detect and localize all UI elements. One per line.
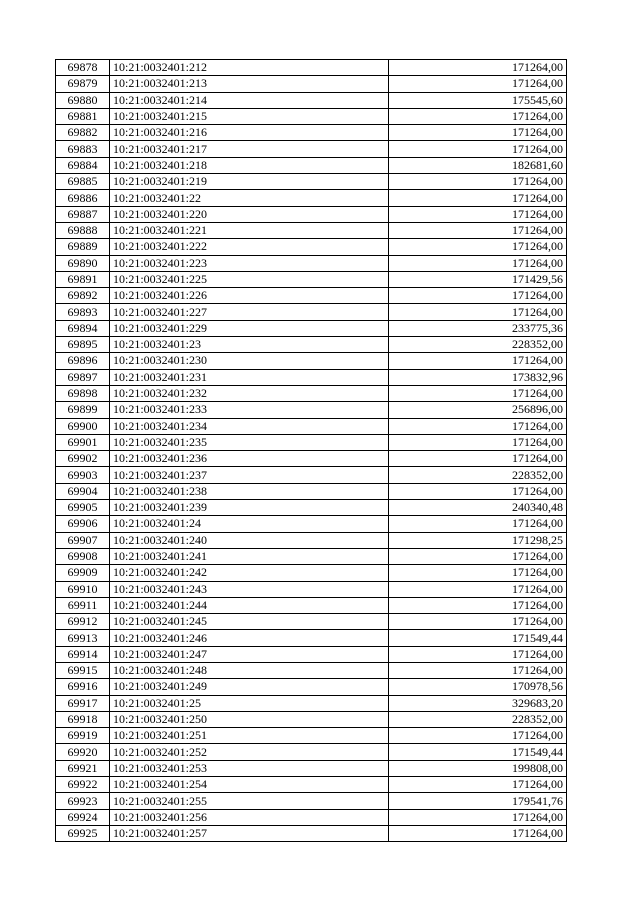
table-row <box>56 141 567 157</box>
value-cell: 171264,00 <box>389 581 567 597</box>
cadastral-number-cell: 10:21:0032401:225 <box>110 271 389 287</box>
row-number-cell: 69902 <box>56 451 110 467</box>
value-cell: 171264,00 <box>389 483 567 499</box>
row-number-cell: 69881 <box>56 108 110 124</box>
table-row <box>56 565 567 581</box>
row-number-cell: 69908 <box>56 548 110 564</box>
table-row <box>56 630 567 646</box>
value-cell: 329683,20 <box>389 695 567 711</box>
value-cell: 256896,00 <box>389 402 567 418</box>
cadastral-number-cell: 10:21:0032401:219 <box>110 174 389 190</box>
table-row <box>56 434 567 450</box>
cadastral-number-cell: 10:21:0032401:241 <box>110 548 389 564</box>
cadastral-number-cell: 10:21:0032401:230 <box>110 353 389 369</box>
value-cell: 171264,00 <box>389 451 567 467</box>
table-row <box>56 385 567 401</box>
cadastral-number-cell: 10:21:0032401:222 <box>110 239 389 255</box>
row-number-cell: 69904 <box>56 483 110 499</box>
cadastral-number-cell: 10:21:0032401:248 <box>110 662 389 678</box>
row-number-cell: 69903 <box>56 467 110 483</box>
cadastral-number-cell: 10:21:0032401:257 <box>110 825 389 841</box>
value-cell: 228352,00 <box>389 711 567 727</box>
cadastral-number-cell: 10:21:0032401:254 <box>110 777 389 793</box>
row-number-cell: 69915 <box>56 662 110 678</box>
cadastral-number-cell: 10:21:0032401:242 <box>110 565 389 581</box>
cadastral-number-cell: 10:21:0032401:214 <box>110 92 389 108</box>
cadastral-number-cell: 10:21:0032401:238 <box>110 483 389 499</box>
row-number-cell: 69925 <box>56 825 110 841</box>
table-row <box>56 646 567 662</box>
value-cell: 171264,00 <box>389 288 567 304</box>
cadastral-number-cell: 10:21:0032401:223 <box>110 255 389 271</box>
value-cell: 228352,00 <box>389 337 567 353</box>
table-row <box>56 60 567 76</box>
table-row <box>56 337 567 353</box>
value-cell: 171264,00 <box>389 434 567 450</box>
row-number-cell: 69885 <box>56 174 110 190</box>
value-cell: 171264,00 <box>389 516 567 532</box>
value-cell: 171264,00 <box>389 190 567 206</box>
cadastral-number-cell: 10:21:0032401:245 <box>110 614 389 630</box>
value-cell: 171298,25 <box>389 532 567 548</box>
value-cell: 240340,48 <box>389 500 567 516</box>
table-row <box>56 353 567 369</box>
table-row <box>56 614 567 630</box>
row-number-cell: 69883 <box>56 141 110 157</box>
value-cell: 171264,00 <box>389 206 567 222</box>
row-number-cell: 69896 <box>56 353 110 369</box>
row-number-cell: 69886 <box>56 190 110 206</box>
value-cell: 171264,00 <box>389 222 567 238</box>
table-row <box>56 662 567 678</box>
table-row <box>56 108 567 124</box>
cadastral-number-cell: 10:21:0032401:218 <box>110 157 389 173</box>
row-number-cell: 69884 <box>56 157 110 173</box>
row-number-cell: 69913 <box>56 630 110 646</box>
row-number-cell: 69920 <box>56 744 110 760</box>
cadastral-number-cell: 10:21:0032401:25 <box>110 695 389 711</box>
cadastral-number-cell: 10:21:0032401:250 <box>110 711 389 727</box>
value-cell: 171264,00 <box>389 385 567 401</box>
value-cell: 171264,00 <box>389 662 567 678</box>
value-cell: 179541,76 <box>389 793 567 809</box>
cadastral-number-cell: 10:21:0032401:231 <box>110 369 389 385</box>
row-number-cell: 69892 <box>56 288 110 304</box>
cadastral-number-cell: 10:21:0032401:240 <box>110 532 389 548</box>
table-row <box>56 239 567 255</box>
row-number-cell: 69887 <box>56 206 110 222</box>
cadastral-number-cell: 10:21:0032401:244 <box>110 597 389 613</box>
cadastral-number-cell: 10:21:0032401:22 <box>110 190 389 206</box>
cadastral-number-cell: 10:21:0032401:220 <box>110 206 389 222</box>
table-row <box>56 744 567 760</box>
row-number-cell: 69899 <box>56 402 110 418</box>
row-number-cell: 69906 <box>56 516 110 532</box>
cadastral-number-cell: 10:21:0032401:246 <box>110 630 389 646</box>
value-cell: 173832,96 <box>389 369 567 385</box>
value-cell: 171264,00 <box>389 728 567 744</box>
row-number-cell: 69882 <box>56 125 110 141</box>
table-row <box>56 255 567 271</box>
cadastral-number-cell: 10:21:0032401:239 <box>110 500 389 516</box>
value-cell: 171264,00 <box>389 597 567 613</box>
cadastral-number-cell: 10:21:0032401:255 <box>110 793 389 809</box>
table-row <box>56 76 567 92</box>
row-number-cell: 69878 <box>56 60 110 76</box>
table-row <box>56 174 567 190</box>
table-row <box>56 516 567 532</box>
row-number-cell: 69888 <box>56 222 110 238</box>
row-number-cell: 69895 <box>56 337 110 353</box>
table-row <box>56 695 567 711</box>
row-number-cell: 69911 <box>56 597 110 613</box>
row-number-cell: 69916 <box>56 679 110 695</box>
table-row <box>56 125 567 141</box>
value-cell: 171264,00 <box>389 614 567 630</box>
row-number-cell: 69894 <box>56 320 110 336</box>
cadastral-number-cell: 10:21:0032401:233 <box>110 402 389 418</box>
table-row <box>56 793 567 809</box>
row-number-cell: 69880 <box>56 92 110 108</box>
cadastral-number-cell: 10:21:0032401:216 <box>110 125 389 141</box>
row-number-cell: 69889 <box>56 239 110 255</box>
cadastral-number-cell: 10:21:0032401:227 <box>110 304 389 320</box>
value-cell: 233775,36 <box>389 320 567 336</box>
table-row <box>56 304 567 320</box>
table-row <box>56 532 567 548</box>
value-cell: 171549,44 <box>389 744 567 760</box>
table-row <box>56 271 567 287</box>
value-cell: 171264,00 <box>389 76 567 92</box>
cadastral-number-cell: 10:21:0032401:243 <box>110 581 389 597</box>
cadastral-number-cell: 10:21:0032401:251 <box>110 728 389 744</box>
value-cell: 175545,60 <box>389 92 567 108</box>
cadastral-number-cell: 10:21:0032401:212 <box>110 60 389 76</box>
value-cell: 171264,00 <box>389 239 567 255</box>
table-row <box>56 320 567 336</box>
table-row <box>56 809 567 825</box>
value-cell: 171264,00 <box>389 565 567 581</box>
row-number-cell: 69909 <box>56 565 110 581</box>
value-cell: 171264,00 <box>389 174 567 190</box>
cadastral-number-cell: 10:21:0032401:221 <box>110 222 389 238</box>
table-row <box>56 402 567 418</box>
value-cell: 171429,56 <box>389 271 567 287</box>
row-number-cell: 69891 <box>56 271 110 287</box>
table-row <box>56 157 567 173</box>
cadastral-number-cell: 10:21:0032401:215 <box>110 108 389 124</box>
row-number-cell: 69907 <box>56 532 110 548</box>
row-number-cell: 69890 <box>56 255 110 271</box>
value-cell: 228352,00 <box>389 467 567 483</box>
value-cell: 171264,00 <box>389 125 567 141</box>
table-row <box>56 222 567 238</box>
table-row <box>56 728 567 744</box>
row-number-cell: 69905 <box>56 500 110 516</box>
cadastral-number-cell: 10:21:0032401:226 <box>110 288 389 304</box>
table-row <box>56 288 567 304</box>
row-number-cell: 69912 <box>56 614 110 630</box>
table-row <box>56 760 567 776</box>
table-row <box>56 418 567 434</box>
cadastral-value-table <box>55 59 567 842</box>
row-number-cell: 69897 <box>56 369 110 385</box>
cadastral-number-cell: 10:21:0032401:24 <box>110 516 389 532</box>
row-number-cell: 69879 <box>56 76 110 92</box>
value-cell: 171264,00 <box>389 825 567 841</box>
row-number-cell: 69924 <box>56 809 110 825</box>
cadastral-number-cell: 10:21:0032401:213 <box>110 76 389 92</box>
table-row <box>56 777 567 793</box>
row-number-cell: 69900 <box>56 418 110 434</box>
row-number-cell: 69910 <box>56 581 110 597</box>
row-number-cell: 69914 <box>56 646 110 662</box>
value-cell: 171264,00 <box>389 418 567 434</box>
row-number-cell: 69898 <box>56 385 110 401</box>
table-row <box>56 581 567 597</box>
value-cell: 171264,00 <box>389 777 567 793</box>
table-row <box>56 825 567 841</box>
cadastral-number-cell: 10:21:0032401:217 <box>110 141 389 157</box>
cadastral-number-cell: 10:21:0032401:249 <box>110 679 389 695</box>
table-row <box>56 92 567 108</box>
table-row <box>56 369 567 385</box>
table-row <box>56 711 567 727</box>
row-number-cell: 69923 <box>56 793 110 809</box>
cadastral-number-cell: 10:21:0032401:256 <box>110 809 389 825</box>
cadastral-number-cell: 10:21:0032401:237 <box>110 467 389 483</box>
table-row <box>56 597 567 613</box>
value-cell: 171264,00 <box>389 255 567 271</box>
value-cell: 171264,00 <box>389 60 567 76</box>
cadastral-number-cell: 10:21:0032401:253 <box>110 760 389 776</box>
value-cell: 182681,60 <box>389 157 567 173</box>
row-number-cell: 69922 <box>56 777 110 793</box>
cadastral-number-cell: 10:21:0032401:247 <box>110 646 389 662</box>
row-number-cell: 69918 <box>56 711 110 727</box>
row-number-cell: 69917 <box>56 695 110 711</box>
cadastral-number-cell: 10:21:0032401:229 <box>110 320 389 336</box>
row-number-cell: 69919 <box>56 728 110 744</box>
value-cell: 171264,00 <box>389 304 567 320</box>
cadastral-number-cell: 10:21:0032401:236 <box>110 451 389 467</box>
table-row <box>56 451 567 467</box>
value-cell: 199808,00 <box>389 760 567 776</box>
table-row <box>56 190 567 206</box>
table-row <box>56 548 567 564</box>
cadastral-number-cell: 10:21:0032401:234 <box>110 418 389 434</box>
table-row <box>56 467 567 483</box>
table-row <box>56 679 567 695</box>
row-number-cell: 69893 <box>56 304 110 320</box>
cadastral-number-cell: 10:21:0032401:232 <box>110 385 389 401</box>
cadastral-number-cell: 10:21:0032401:252 <box>110 744 389 760</box>
row-number-cell: 69921 <box>56 760 110 776</box>
value-cell: 171264,00 <box>389 548 567 564</box>
cadastral-number-cell: 10:21:0032401:235 <box>110 434 389 450</box>
value-cell: 171549,44 <box>389 630 567 646</box>
value-cell: 171264,00 <box>389 809 567 825</box>
cadastral-number-cell: 10:21:0032401:23 <box>110 337 389 353</box>
value-cell: 171264,00 <box>389 353 567 369</box>
value-cell: 171264,00 <box>389 646 567 662</box>
value-cell: 171264,00 <box>389 141 567 157</box>
row-number-cell: 69901 <box>56 434 110 450</box>
value-cell: 170978,56 <box>389 679 567 695</box>
table-row <box>56 483 567 499</box>
table-row <box>56 206 567 222</box>
value-cell: 171264,00 <box>389 108 567 124</box>
table-row <box>56 500 567 516</box>
table-body <box>56 60 567 842</box>
